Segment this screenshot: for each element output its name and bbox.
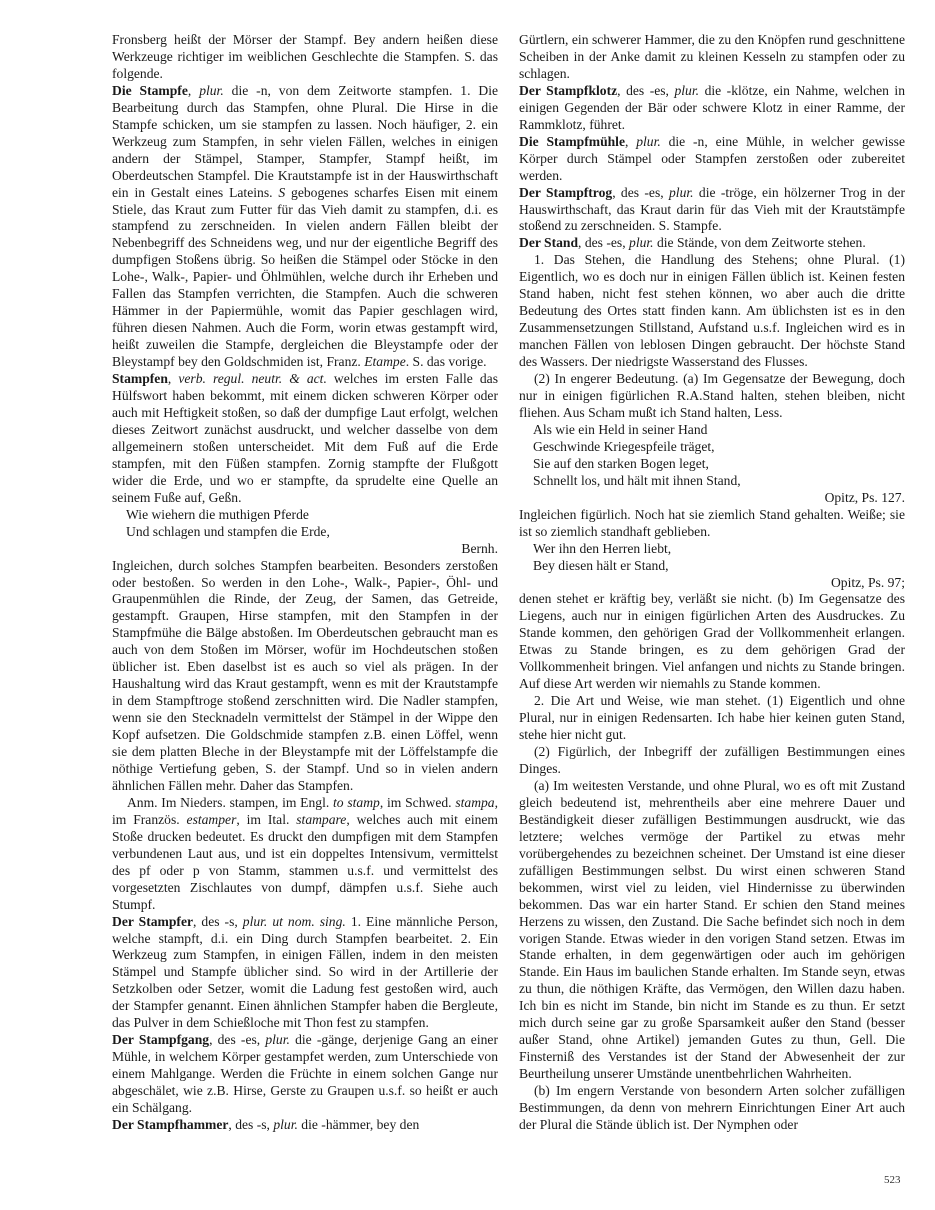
grammar-label: plur. [273,1117,298,1132]
headword: Die Stampfmühle [519,133,625,149]
headword: Der Stampfhammer [112,1117,229,1132]
text: , des -es, [612,184,669,200]
paragraph: 2. Die Art und Weise, wie man stehet. (1) Eigentlich und ohne Plural, nur in einigen Redensarten. Ich habe hier keinen guten Stand, stehe hier nicht gut. [519,693,905,743]
text: die -n, von dem Zeitworte stampfen. 1. Die Bearbeitung durch das Stampfen, ohne Plural. Die Hirse in die Stampfe schicken, um sie stampfen zu lassen. Noch häufiger, 2. ein Werkzeug zum Stampfen, in sehr vielen Fällen, welches in einigen andern der Stämpel, Stamper, Stampfer, Stampf heißt, im Oberdeutschen Stampfel. Die Krautstampfe ist in der Hauswirthschaft ein in Gestalt eines Lateins. [112,82,499,200]
paragraph: 1. Das Stehen, die Handlung des Stehens; ohne Plural. (1) Eigentlich, wo es doch nur in einigen Fällen üblich ist. Keinen festen Stand haben, nicht fest stehen können, wo aber auch die dritte Bedeutung des Ortes statt finden kann. Am üblichsten ist es in den Zusammensetzungen Stillstand, Aufstand u.s.f. Ingleichen wird es in manchen Fällen von leblosen Dingen gebraucht. Der höchste Stand des Wassers. Der niedrigste Wasserstand des Flusses. [519,252,905,370]
page-number: 523 [884,1174,901,1186]
paragraph: (b) Im engern Verstande von besondern Arten solcher zufälligen Bestimmungen, da denn von mehrern Einrichtungen Einer Art auch der Plural die Stände üblich ist. Der Nymphen oder [519,1083,905,1132]
text: die Stände, von dem Zeitworte stehen. [653,235,866,251]
grammar-label: plur. [629,235,654,251]
text: Anm. Im Nieders. stampen, im Engl. [126,794,334,810]
verse-line: Wie wiehern die muthigen Pferde [126,506,309,522]
headword: Der Stand [519,235,579,251]
verse-line: Bey diesen hält er Stand, [533,557,669,573]
grammar-label: plur. [265,1032,290,1048]
entry-stampfen [112,371,498,507]
text: , im Französ. [112,794,499,827]
foreign-word: stampare [296,811,347,827]
symbol: S [278,184,286,200]
entry-stampfer [112,914,498,1033]
text: , des -es, [578,235,630,251]
headword: Stampfen [112,371,168,387]
foreign-word: estamper [186,811,237,827]
text: die -hämmer, bey den [297,1117,420,1132]
entry-stampfklotz [519,83,905,134]
headword: Der Stampfklotz [519,82,618,98]
entry-stand [519,235,905,252]
grammar-label: verb. regul. neutr. & act. [178,371,327,387]
paragraph: Ingleichen, durch solches Stampfen bearbeiten. Besonders zerstoßen oder bestoßen. So werden in den Lohe-, Walk-, Papier-, Öhl- und Graupenmühlen die Rinde, der Zeug, der Samen, das Getreide, gestampft. Graupen, Hirse stampfen, mit den Stampfen in der Stampfmühe die Bälge abstoßen. Im Oberdeutschen gebraucht man es auch von dem Stoßen im Mörser, wofür im Hochdeutschen stoßen üblicher ist. Eben daselbst ist es auch so viel als prägen. In der Haushaltung wird das Kraut gestampft, wenn es mit der Krautstampfe in dem Stampftroge stoßend zerschnitten wird. Die Nadler stampfen, wenn sie den Stecknadeln vermittelst der Stämpel in der Wippe den Kopf aufsetzen. Die Goldschmide stampfen z.B. einen Löffel, wenn sie dem platten Bleche in der Bleystampfe mit der Löffelstampfe die nöthige Vertiefung geben, S. der Stampf. Und so in vielen andern ähnlichen Fällen mehr. Daher das Stampfen. [112,557,498,793]
grammar-label: plur. [674,82,700,98]
verse-line: Schnellt los, und hält mit ihnen Stand, [533,472,741,488]
headword: Der Stampfgang [112,1032,210,1048]
text: , des -es, [617,82,675,98]
entry-stampftrog [519,185,905,236]
entry-stampfgang [112,1032,498,1117]
text: die -klötze, ein Nahme, welchen in einigen Gegenden der Bär oder schwere Klotz in einer Ramme, der Rammklotz, führet. [519,82,906,132]
foreign-word: to stamp [333,794,380,810]
paragraph: Gürtlern, ein schwerer Hammer, die zu den Knöpfen rund geschnittene Scheiben in der Anke damit zu kleinen Kesseln zu stampfen oder zu schlagen. [519,32,905,81]
text: welches im ersten Falle das Hülfswort haben bekommt, mit einem dicken schweren Körper oder auch mit Heftigkeit stoßen, so daß der dumpfige Laut erfolgt, welchen dieses Zeitwort zunächst ausdruckt, und welcher dasselbe von dem allgemeinern stoßen unterscheidet. Mit dem Fuß auf die Erde stampfen, mit den Füßen stampfen. Zornig stampfte der Flußgott wider die Erde, und wo er stampfte, da sprudelte eine Quelle an seinem Fuße auf, Geßn. [112,371,499,505]
text: , [167,371,179,387]
verse-line: Wer ihn den Herren liebt, [533,540,672,556]
entry-stampfe [112,83,498,371]
foreign-word: stampa [455,794,495,810]
entry-stampfmuehle [519,134,905,185]
text: 1. Eine männliche Person, welche stampft, d.i. ein Ding durch Stampfen bearbeitet. 2. Ein Werkzeug zum Stampfen, in einigen Fällen, indem in den meisten Stämpel und Stampfe üblicher sind. So wird in der Artillerie der Setzkolben oder Setzer, womit die Ladung fest gestoßen wird, auch der Stampfer genannt. Einen ähnlichen Stampfer haben die Bergleute, das Pulver in dem Schießloche mit Thon fest zu stampfen. [112,913,498,1031]
paragraph: (a) Im weitesten Verstande, und ohne Plural, wo es oft mit Zustand gleich bedeutend ist, mehrentheils aber eine mehrere Dauer und Beständigkeit dieser zufälligen Bestimmungen ausdruckt, wie das letztere; welches vermöge der Partikel zu etwas mehr vorübergehendes zu bezeichnen scheinet. Der Umstand ist eine dieser zufälligen Bestimmungen selbst. Du wirst einen schweren Stand bekommen, wirst viel zu leiden, viel Hindernisse zu überwinden bekommen. Das war ein harter Stand. Er schien den Stand meines Herzens zu wissen, den Zustand. Die Sache befindet sich noch in dem vorigen Stande. Etwas wieder in den vorigen Stand setzen. Etwas im Stande erhalten, in dem gegenwärtigen oder auch im gehörigen Stande. Ein Haus im baulichen Stande erhalten. Im Stande seyn, etwas zu thun, die nöthigen Kräfte, das Vermögen, den Willen dazu haben. Ich bin es nicht im Stande, bin nicht im Stande es zu thun. Er setzt mich durch seine gar zu große Sparsamkeit außer den Stand (besser außer Stand, ohne Artikel) jemanden Gutes zu thun, Gell. Die Finsterniß des Verstandes ist der Stand der Abwesenheit der zur Beurtheilung unserer Umstände unentbehrlichen Wahrheiten. [519,777,905,1082]
text: , [187,82,200,98]
foreign-word: Etampe [364,354,406,370]
entry-stampfhammer [112,1117,498,1134]
text: die -n, eine Mühle, in welcher gewisse Körper durch Stämpel oder Stampfen zerstoßen oder zubereitet werden. [519,133,906,183]
grammar-label: plur. ut nom. sing. [242,913,346,929]
text: die -gänge, derjenige Gang an einer Mühle, in welchem Körper gestampfet werden, zum Unterschiede von einem Mahlgange. Werden die Früchte in einem solchen Gange nur abgeschälet, wie z.B. Hirse, Gerste zu Graupen u.s.f. so heißt er auch ein Schälgang. [112,1032,498,1116]
text: , des -s, [228,1117,274,1132]
verse-line: Geschwinde Kriegespfeile träget, [533,438,715,454]
quote-source: Opitz, Ps. 127. [824,489,905,505]
grammar-label: plur. [199,82,224,98]
text: , des -es, [209,1032,266,1048]
paragraph: (2) Figürlich, der Inbegriff der zufälligen Bestimmungen eines Dinges. [519,744,905,776]
text: , welches auch mit einem Stoße drucken bedeutet. Es druckt den dumpfigen mit dem Stampfen verbundenen Laut aus, und ist ein doppeltes Intensivum, vermittelst des pf oder p von Stamm, stammen u.s.f. und vermittelst des vorgesetzten Zischlautes von dumpf, dämpfen u.s.f. Siehe auch Stumpf. [112,811,498,912]
text: , [625,133,637,149]
paragraph: Fronsberg heißt der Mörser der Stampf. Bey andern heißen diese Werkzeuge richtiger im weiblichen Geschlechte die Stampfen. S. das folgende. [112,32,498,81]
text: , im Schwed. [379,794,456,810]
text: gebogenes scharfes Eisen mit einem Stiele, das Kraut zum Futter für das Vieh damit zu stampfen, d.i. es stampfend zu zerschneiden. In vielen andern Fällen bleibt der Nebenbegriff des Schneidens weg, und nur der eigentliche Begriff des dumpfigen Stoßens übrig. So heißen die Stämpel oder Stöcke in den Lohe-, Walk-, Papier- und Öhlmühlen, welche durch ihr Erheben und Fallen das Stampfen verrichten, die Stampfen. Auch die schweren Hämmer in der Papiermühle, womit das Papier geschlagen wird, führen diesen Nahmen. Auch die Form, worin etwas gestampft wird, heißt zuweilen die Stampfe, dergleichen die Bleystampfe oder der Bleystampf bey den Goldschmiden ist, Franz. [112,184,498,370]
verse-line: Und schlagen und stampfen die Erde, [126,523,330,539]
quote-source: Bernh. [461,540,498,556]
text: . S. das vorige. [405,354,487,370]
left-column [112,32,498,1134]
paragraph: (2) In engerer Bedeutung. (a) Im Gegensatze der Bewegung, doch nur in einigen figürlichen R.A.Stand halten, stehen bleiben, nicht fliehen. Aus Scham mußt ich Stand halten, Less. [519,371,905,420]
headword: Der Stampftrog [519,184,613,200]
right-column [519,32,905,1134]
verse-line: Als wie ein Held in seiner Hand [533,421,708,437]
verse-line: Sie auf den starken Bogen leget, [533,455,709,471]
grammar-label: plur. [669,184,694,200]
text: , im Ital. [236,811,297,827]
grammar-label: plur. [636,133,661,149]
quote-source: Opitz, Ps. 97; [830,574,905,590]
annotation [112,795,498,914]
paragraph: denen stehet er kräftig bey, verläßt sie nicht. (b) Im Gegensatze des Liegens, auch nur in einigen figürlichen Arten des Ausdruckes. Zu Stande kommen, den gehörigen Grad der Vollkommenheit erlangen. Etwas zu Stande bringen, es zu dem gehörigen Grad der Vollkommenheit bringen. Viel anfangen und nichts zu Stande bringen. Auf diese Art werden wir niemahls zu Stande kommen. [519,591,905,692]
text: , des -s, [193,913,243,929]
headword: Die Stampfe [112,82,188,98]
paragraph: Ingleichen figürlich. Noch hat sie ziemlich Stand gehalten. Weiße; sie ist so ziemlich standhaft geblieben. [519,506,905,539]
text: die -tröge, ein hölzerner Trog in der Hauswirthschaft, das Kraut darin für das Vieh mit der Krautstämpfe stoßend zu zerschneiden. S. Stampfe. [519,184,905,234]
headword: Der Stampfer [112,913,194,929]
